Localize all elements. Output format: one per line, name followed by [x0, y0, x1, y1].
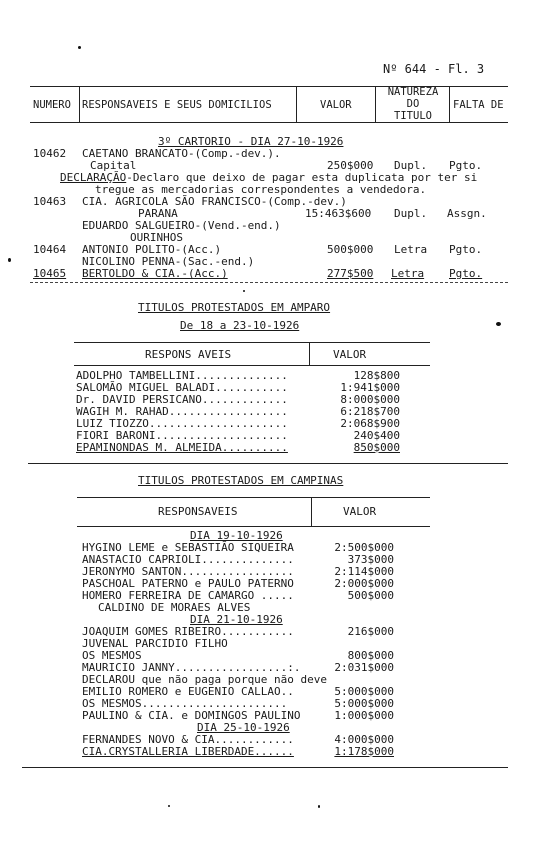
amparo-row-valor: 850$000 [353, 441, 400, 454]
amparo-row-name: FIORI BARONI.................... [76, 429, 288, 442]
scan-speck [243, 290, 245, 292]
entry-name: BERTOLDO & CIA.-(Acc.) [82, 267, 228, 280]
col-header-numero: NUMERO [33, 99, 71, 111]
col-divider [296, 86, 297, 122]
campinas-row-valor: 216$000 [347, 625, 394, 638]
page-reference: Nº 644 - Fl. 3 [383, 62, 485, 76]
campinas-row-name: EMILIO ROMERO e EUGENIO CALLAO.. [82, 685, 294, 698]
campinas-row-valor: 1:000$000 [334, 709, 394, 722]
entry-location: Capital [90, 159, 137, 172]
campinas-row-name: MAURICIO JANNY.................:. [82, 661, 301, 674]
amparo-subtitle: De 18 a 23-10-1926 [180, 319, 300, 332]
amparo-col-responsaveis: RESPONS AVEIS [145, 348, 232, 361]
campinas-day-heading: DIA 25-10-1926 [197, 721, 290, 734]
entry-number: 10465 [33, 267, 67, 280]
campinas-row-valor: 5:000$000 [334, 697, 394, 710]
scan-speck [8, 258, 11, 262]
amparo-col-divider [309, 342, 310, 365]
campinas-row-name: HYGINO LEME e SEBASTIÃO SIQUEIRA [82, 541, 294, 554]
amparo-row-valor: 240$400 [353, 429, 400, 442]
campinas-day-heading: DIA 19-10-1926 [190, 529, 283, 542]
scan-speck [496, 322, 501, 326]
amparo-row-name: EPAMINONDAS M. ALMEIDA.......... [76, 441, 288, 454]
campinas-declaracao: DECLAROU que não paga porque não deve [82, 673, 328, 686]
scan-speck [78, 46, 81, 49]
entry-endorser: EDUARDO SALGUEIRO-(Vend.-end.) [82, 219, 281, 232]
entry-name: CAETANO BRANCATO-(Comp.-dev.). [82, 147, 281, 160]
campinas-row-name: JOAQUIM GOMES RIBEIRO........... [82, 625, 294, 638]
campinas-row-valor: 500$000 [347, 589, 394, 602]
col-header-falta: FALTA DE [453, 99, 504, 111]
campinas-row-name: PASCHOAL PATERNO e PAULO PATERNO [82, 577, 294, 590]
declaracao-label: DECLARAÇÃO [60, 171, 127, 184]
entry-falta: Assgn. [447, 207, 487, 220]
scan-speck [318, 805, 320, 808]
entry-natureza: Letra [391, 267, 425, 280]
entry-location: OURINHOS [130, 231, 183, 244]
campinas-col-responsaveis: RESPONSAVEIS [158, 505, 238, 518]
declaracao-line2: tregue as mercadorias correspondentes a vendedora. [95, 183, 427, 196]
entry-falta: Pgto. [449, 267, 483, 280]
amparo-row-name: WAGIH M. RAHAD.................. [76, 405, 288, 418]
entry-name: CIA. AGRICOLA SÃO FRANCISCO-(Comp.-dev.) [82, 195, 347, 208]
entry-location: PARANA [138, 207, 178, 220]
amparo-row-valor: 2:068$900 [340, 417, 400, 430]
entry-valor: 250$000 [327, 159, 374, 172]
amparo-row-valor: 128$800 [353, 369, 400, 382]
col-header-natureza-do: DO [406, 98, 420, 110]
campinas-row-name: CALDINO DE MORAES ALVES [98, 601, 251, 614]
col-header-valor: VALOR [320, 99, 352, 111]
campinas-row-valor: 2:031$000 [334, 661, 394, 674]
entry-number: 10462 [33, 147, 67, 160]
campinas-row-valor: 800$000 [347, 649, 394, 662]
campinas-table-header-rule [77, 526, 430, 527]
amparo-col-valor: VALOR [333, 348, 367, 361]
campinas-row-name: ANASTACIO CAPRIOLI.............. [82, 553, 294, 566]
entry-valor: 500$000 [327, 243, 374, 256]
campinas-row-valor: 1:178$000 [334, 745, 394, 758]
campinas-row-valor: 4:000$000 [334, 733, 394, 746]
campinas-row-valor: 2:114$000 [334, 565, 394, 578]
amparo-table-header-rule [74, 365, 430, 366]
scan-speck [168, 805, 170, 807]
campinas-row-name: JUVENAL PARCIDIO FILHO [82, 637, 228, 650]
campinas-title: TITULOS PROTESTADOS EM CAMPINAS [138, 474, 344, 487]
amparo-row-name: LUIZ TIOZZO..................... [76, 417, 288, 430]
entry-natureza: Letra [394, 243, 428, 256]
col-divider [375, 86, 376, 122]
campinas-row-name: PAULINO & CIA. e DOMINGOS PAULINO [82, 709, 301, 722]
entry-valor: 277$500 [327, 267, 374, 280]
entry-endorser: NICOLINO PENNA-(Sac.-end.) [82, 255, 255, 268]
page-bottom-rule [22, 767, 508, 768]
amparo-row-name: ADOLPHO TAMBELLINI.............. [76, 369, 288, 382]
campinas-row-name: OS MESMOS...................... [82, 697, 288, 710]
campinas-row-name: HOMERO FERREIRA DE CAMARGO ..... [82, 589, 294, 602]
amparo-row-name: Dr. DAVID PERSICANO............. [76, 393, 288, 406]
entry-number: 10464 [33, 243, 67, 256]
campinas-row-name: JERONYMO SANTON................. [82, 565, 294, 578]
entry-natureza: Dupl. [394, 159, 428, 172]
header-bottom-rule [30, 122, 508, 123]
amparo-row-valor: 6:218$700 [340, 405, 400, 418]
campinas-row-name: FERNANDES NOVO & CIA............ [82, 733, 294, 746]
declaracao-line1: -Declaro que deixo de pagar esta duplicata por ter si [126, 171, 478, 184]
col-header-natureza: NATUREZA [387, 86, 439, 98]
amparo-row-name: SALOMÃO MIGUEL BALADI........... [76, 381, 288, 394]
amparo-row-valor: 1:941$000 [340, 381, 400, 394]
amparo-table-top-rule [74, 342, 430, 343]
col-header-responsaveis: RESPONSAVEIS E SEUS DOMICILIOS [82, 99, 272, 111]
col-divider [449, 86, 450, 122]
cartorio-heading: 3º CARTORIO - DIA 27-10-1926 [158, 135, 344, 148]
entry-falta: Pgto. [449, 159, 483, 172]
section-divider [28, 463, 508, 464]
section-divider [30, 282, 508, 283]
campinas-row-valor: 2:000$000 [334, 577, 394, 590]
campinas-row-valor: 373$000 [347, 553, 394, 566]
entry-number: 10463 [33, 195, 67, 208]
campinas-row-name: OS MESMOS [82, 649, 142, 662]
campinas-col-divider [311, 497, 312, 526]
campinas-day-heading: DIA 21-10-1926 [190, 613, 283, 626]
campinas-col-valor: VALOR [343, 505, 377, 518]
campinas-row-valor: 5:000$000 [334, 685, 394, 698]
col-divider [79, 86, 80, 122]
col-header-natureza-titulo: TITULO [394, 110, 432, 122]
amparo-title: TITULOS PROTESTADOS EM AMPARO [138, 301, 331, 314]
entry-valor: 15:463$600 [305, 207, 372, 220]
campinas-row-valor: 2:500$000 [334, 541, 394, 554]
amparo-row-valor: 8:000$000 [340, 393, 400, 406]
campinas-row-name: CIA.CRYSTALLERIA LIBERDADE...... [82, 745, 294, 758]
entry-name: ANTONIO POLITO-(Acc.) [82, 243, 222, 256]
entry-falta: Pgto. [449, 243, 483, 256]
campinas-table-top-rule [77, 497, 430, 498]
entry-natureza: Dupl. [394, 207, 428, 220]
